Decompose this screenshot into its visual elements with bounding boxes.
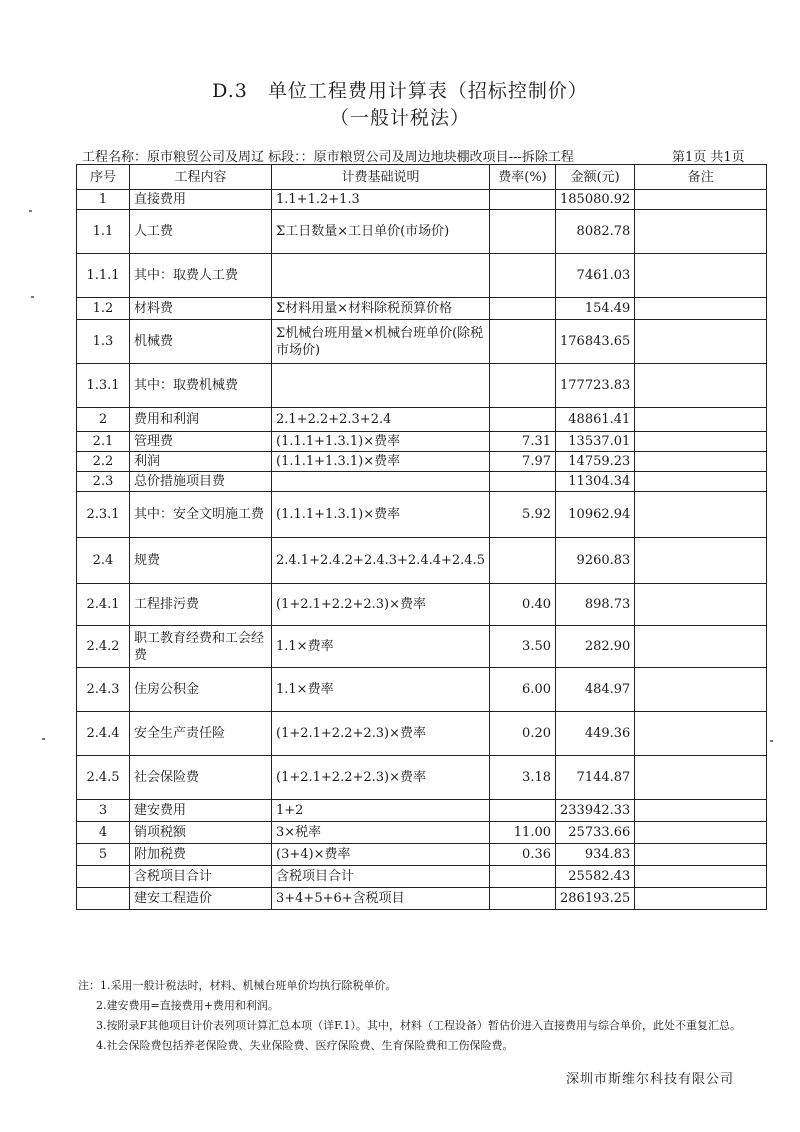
table-row <box>77 800 767 822</box>
row-basis <box>272 364 490 408</box>
row-name: 总价措施项目费 <box>130 472 272 492</box>
row-basis: Σ工日数量×工日单价(市场价) <box>272 210 490 254</box>
scan-speck <box>42 738 45 740</box>
note-2: 2.建安费用=直接费用+费用和利润。 <box>96 999 279 1012</box>
table-row <box>77 538 767 584</box>
row-name: 住房公积金 <box>130 668 272 712</box>
row-name: 社会保险费 <box>130 756 272 800</box>
table-row <box>77 756 767 800</box>
row-note <box>635 668 767 712</box>
table-row <box>77 364 767 408</box>
table-row <box>77 866 767 888</box>
row-amount: 13537.01 <box>556 432 635 452</box>
row-amount: 282.90 <box>556 626 635 668</box>
table-row <box>77 584 767 626</box>
row-amount: 10962.94 <box>556 492 635 538</box>
row-rate <box>490 408 556 432</box>
row-rate: 0.20 <box>490 712 556 756</box>
row-amount: 11304.34 <box>556 472 635 492</box>
note-1: 注：1.采用一般计税法时，材料、机械台班单价均执行除税单价。 <box>78 979 397 992</box>
table-row <box>77 320 767 364</box>
row-note <box>635 866 767 888</box>
row-note <box>635 408 767 432</box>
row-basis: 1+2 <box>272 800 490 822</box>
row-name: 其中：安全文明施工费 <box>130 492 272 538</box>
row-seq: 2.2 <box>77 452 130 472</box>
page-info: 第1页 共1页 <box>672 150 745 165</box>
scan-speck <box>29 210 32 212</box>
row-basis: (1+2.1+2.2+2.3)×费率 <box>272 712 490 756</box>
row-seq: 1.1.1 <box>77 254 130 298</box>
row-rate <box>490 298 556 320</box>
row-basis <box>272 254 490 298</box>
row-amount: 154.49 <box>556 298 635 320</box>
row-basis: 2.4.1+2.4.2+2.4.3+2.4.4+2.4.5 <box>272 538 490 584</box>
row-rate: 11.00 <box>490 822 556 844</box>
row-name: 其中：取费人工费 <box>130 254 272 298</box>
row-seq: 1.2 <box>77 298 130 320</box>
row-basis: (1+2.1+2.2+2.3)×费率 <box>272 756 490 800</box>
row-basis: 1.1×费率 <box>272 668 490 712</box>
row-note <box>635 432 767 452</box>
row-seq: 2.4 <box>77 538 130 584</box>
row-rate <box>490 190 556 210</box>
row-seq <box>77 866 130 888</box>
table-row <box>77 210 767 254</box>
row-name: 安全生产责任险 <box>130 712 272 756</box>
row-rate <box>490 364 556 408</box>
table-row <box>77 432 767 452</box>
row-amount: 286193.25 <box>556 888 635 910</box>
row-note <box>635 492 767 538</box>
row-basis: (1.1.1+1.3.1)×费率 <box>272 492 490 538</box>
table-row <box>77 626 767 668</box>
header-amount: 金额(元) <box>556 165 635 190</box>
row-amount: 14759.23 <box>556 452 635 472</box>
row-seq: 2.4.3 <box>77 668 130 712</box>
row-basis <box>272 472 490 492</box>
row-basis: 含税项目合计 <box>272 866 490 888</box>
row-seq: 2 <box>77 408 130 432</box>
page-title: D.3 单位工程费用计算表（招标控制价） <box>212 80 588 102</box>
project-value: ：原市粮贸公司及周边地块棚改项目---拆除工程 <box>300 150 574 165</box>
row-amount: 48861.41 <box>556 408 635 432</box>
row-seq: 3 <box>77 800 130 822</box>
notes <box>78 976 768 1056</box>
row-note <box>635 472 767 492</box>
header-rate: 费率(%) <box>490 165 556 190</box>
note-4: 4.社会保险费包括养老保险费、失业保险费、医疗保险费、生育保险费和工伤保险费。 <box>96 1039 514 1052</box>
table-row <box>77 472 767 492</box>
row-seq: 1 <box>77 190 130 210</box>
row-rate: 0.40 <box>490 584 556 626</box>
row-rate <box>490 254 556 298</box>
row-note <box>635 626 767 668</box>
row-name: 利润 <box>130 452 272 472</box>
row-note <box>635 822 767 844</box>
table-row <box>77 712 767 756</box>
table-row <box>77 492 767 538</box>
row-seq: 2.3.1 <box>77 492 130 538</box>
row-amount: 898.73 <box>556 584 635 626</box>
company-name: 深圳市斯维尔科技有限公司 <box>566 1072 735 1087</box>
row-basis: (3+4)×费率 <box>272 844 490 866</box>
row-seq: 1.3 <box>77 320 130 364</box>
row-rate <box>490 210 556 254</box>
row-name: 其中：取费机械费 <box>130 364 272 408</box>
row-note <box>635 800 767 822</box>
table-row <box>77 408 767 432</box>
row-rate: 5.92 <box>490 492 556 538</box>
note-3: 3.按附录F其他项目计价表列项计算汇总本项（详F.1）。其中，材料（工程设备）暂估价进入直接费用与综合单价，此处不重复汇总。 <box>96 1019 742 1032</box>
row-basis: (1+2.1+2.2+2.3)×费率 <box>272 584 490 626</box>
row-note <box>635 190 767 210</box>
table-row <box>77 844 767 866</box>
row-seq: 2.4.4 <box>77 712 130 756</box>
table-row <box>77 888 767 910</box>
row-basis: (1.1.1+1.3.1)×费率 <box>272 452 490 472</box>
row-seq: 1.1 <box>77 210 130 254</box>
row-name: 费用和利润 <box>130 408 272 432</box>
row-amount: 934.83 <box>556 844 635 866</box>
row-name: 建安费用 <box>130 800 272 822</box>
table-row <box>77 822 767 844</box>
row-amount: 8082.78 <box>556 210 635 254</box>
row-basis: 3×税率 <box>272 822 490 844</box>
row-seq <box>77 888 130 910</box>
row-seq: 2.4.5 <box>77 756 130 800</box>
row-amount: 185080.92 <box>556 190 635 210</box>
row-note <box>635 584 767 626</box>
row-note <box>635 320 767 364</box>
row-amount: 177723.83 <box>556 364 635 408</box>
header-seq: 序号 <box>77 165 130 190</box>
row-name: 含税项目合计 <box>130 866 272 888</box>
table-row <box>77 452 767 472</box>
header-note: 备注 <box>635 165 767 190</box>
row-basis: 3+4+5+6+含税项目 <box>272 888 490 910</box>
row-amount: 7461.03 <box>556 254 635 298</box>
row-name: 机械费 <box>130 320 272 364</box>
row-note <box>635 364 767 408</box>
row-note <box>635 298 767 320</box>
page-subtitle: （一般计税法） <box>329 107 470 129</box>
header-content: 工程内容 <box>130 165 272 190</box>
row-rate <box>490 866 556 888</box>
row-rate: 3.50 <box>490 626 556 668</box>
table-row <box>77 668 767 712</box>
row-name: 规费 <box>130 538 272 584</box>
row-note <box>635 210 767 254</box>
row-basis: Σ材料用量×材料除税预算价格 <box>272 298 490 320</box>
row-name: 建安工程造价 <box>130 888 272 910</box>
row-name: 销项税额 <box>130 822 272 844</box>
row-rate <box>490 888 556 910</box>
row-seq: 2.4.1 <box>77 584 130 626</box>
row-amount: 9260.83 <box>556 538 635 584</box>
table-row <box>77 190 767 210</box>
row-amount: 484.97 <box>556 668 635 712</box>
row-basis: (1.1.1+1.3.1)×费率 <box>272 432 490 452</box>
row-name: 直接费用 <box>130 190 272 210</box>
row-note <box>635 756 767 800</box>
row-seq: 2.3 <box>77 472 130 492</box>
row-amount: 25733.66 <box>556 822 635 844</box>
row-basis: 2.1+2.2+2.3+2.4 <box>272 408 490 432</box>
row-seq: 1.3.1 <box>77 364 130 408</box>
row-amount: 176843.65 <box>556 320 635 364</box>
row-name: 管理费 <box>130 432 272 452</box>
row-basis: Σ机械台班用量×机械台班单价(除税市场价) <box>272 320 490 364</box>
project-info <box>82 146 574 165</box>
scan-speck <box>31 296 34 298</box>
row-rate <box>490 320 556 364</box>
row-name: 工程排污费 <box>130 584 272 626</box>
row-amount: 233942.33 <box>556 800 635 822</box>
table-header-row <box>77 165 767 190</box>
row-rate: 7.97 <box>490 452 556 472</box>
row-basis: 1.1+1.2+1.3 <box>272 190 490 210</box>
row-rate: 3.18 <box>490 756 556 800</box>
project-label: 工程名称：原市粮贸公司及周辽 标段： <box>82 150 301 165</box>
row-rate: 7.31 <box>490 432 556 452</box>
row-note <box>635 844 767 866</box>
row-name: 职工教育经费和工会经费 <box>130 626 272 668</box>
row-rate <box>490 472 556 492</box>
row-basis: 1.1×费率 <box>272 626 490 668</box>
table-row <box>77 254 767 298</box>
row-note <box>635 888 767 910</box>
cost-table <box>76 164 767 910</box>
scan-speck <box>770 740 773 742</box>
header-basis: 计费基础说明 <box>272 165 490 190</box>
row-rate <box>490 538 556 584</box>
row-note <box>635 712 767 756</box>
row-name: 附加税费 <box>130 844 272 866</box>
row-amount: 449.36 <box>556 712 635 756</box>
row-name: 人工费 <box>130 210 272 254</box>
row-seq: 2.1 <box>77 432 130 452</box>
row-rate <box>490 800 556 822</box>
row-seq: 5 <box>77 844 130 866</box>
table-row <box>77 298 767 320</box>
row-seq: 4 <box>77 822 130 844</box>
row-note <box>635 452 767 472</box>
row-rate: 6.00 <box>490 668 556 712</box>
row-amount: 7144.87 <box>556 756 635 800</box>
row-amount: 25582.43 <box>556 866 635 888</box>
row-note <box>635 538 767 584</box>
row-seq: 2.4.2 <box>77 626 130 668</box>
row-rate: 0.36 <box>490 844 556 866</box>
row-note <box>635 254 767 298</box>
row-name: 材料费 <box>130 298 272 320</box>
